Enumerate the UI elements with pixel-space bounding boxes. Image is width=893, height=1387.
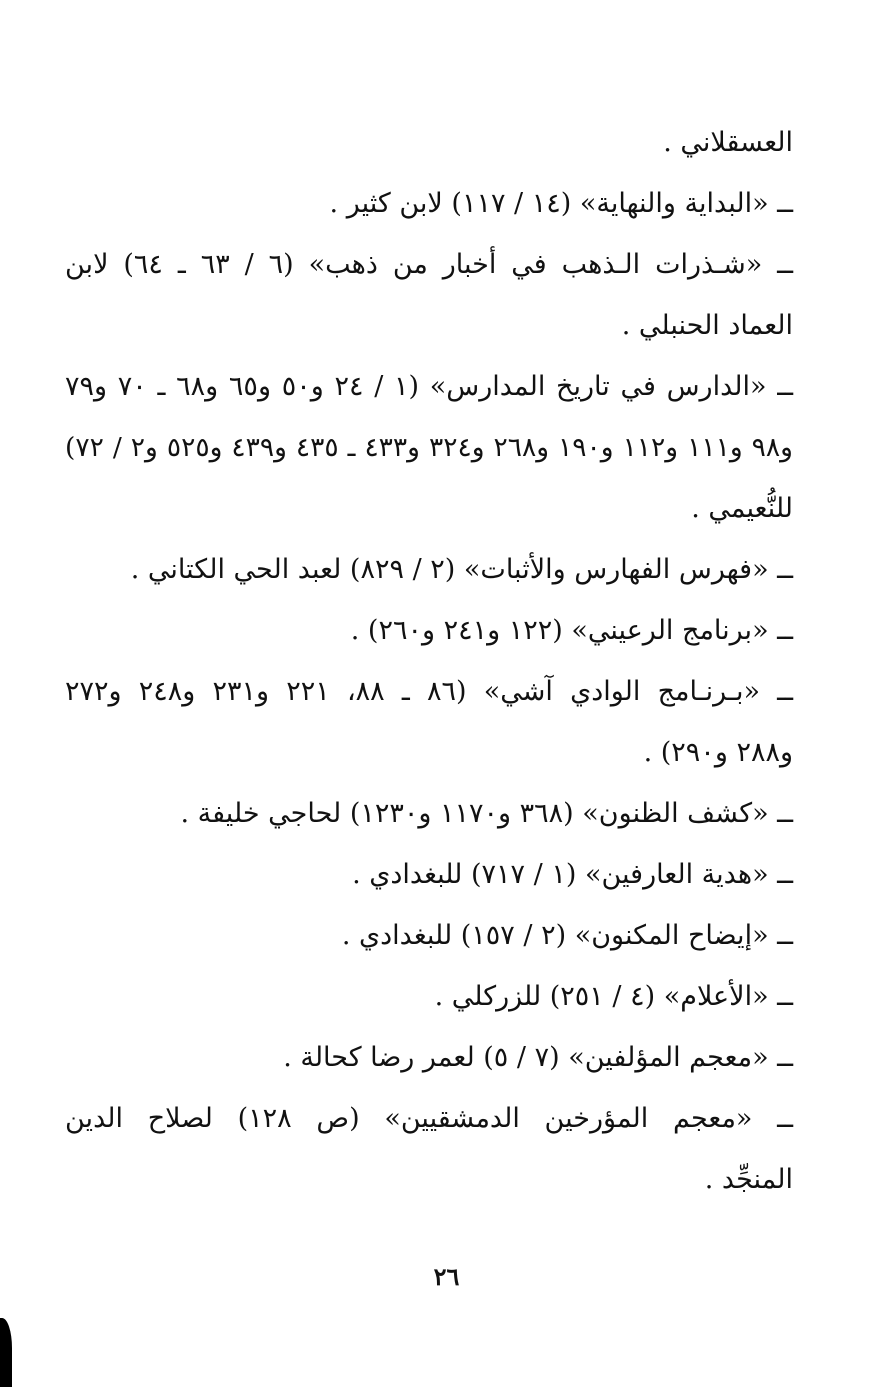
page-number: ٢٦ <box>433 1262 460 1291</box>
reference-item: ــ «شـذرات الـذهب في أخبار من ذهب» (٦ / ٦٣ ـ ٦٤) لابن <box>65 249 793 280</box>
text-line: و٢٨٨ و٢٩٠) . <box>643 737 793 768</box>
scan-binding-edge <box>0 1318 12 1387</box>
reference-item: ــ «كشف الظنون» (٣٦٨ و١١٧٠ و١٢٣٠) لحاجي خليفة . <box>180 798 793 829</box>
reference-item: ــ «بـرنـامج الوادي آشي» (٨٦ ـ ٨٨، ٢٢١ و٢٣١ و٢٤٨ و٢٧٢ <box>65 676 793 707</box>
text-line: العسقلاني . <box>663 127 793 158</box>
text-line: المنجِّد . <box>704 1164 793 1195</box>
reference-item: ــ «الأعلام» (٤ / ٢٥١) للزركلي . <box>434 981 793 1012</box>
reference-item: ــ «فهرس الفهارس والأثبات» (٢ / ٨٢٩) لعبد الحي الكتاني . <box>130 554 793 585</box>
text-line: للنُّعيمي . <box>691 493 793 524</box>
references-list <box>65 112 793 1210</box>
text-line: و٩٨ و١١١ و١١٢ و١٩٠ و٢٦٨ و٣٢٤ و٤٣٣ ـ ٤٣٥ و٤٣٩ و٥٢٥ و٢ / ٧٢) <box>65 432 793 463</box>
reference-item: ــ «هدية العارفين» (١ / ٧١٧) للبغدادي . <box>352 859 793 890</box>
reference-item: ــ «برنامج الرعيني» (١٢٢ و٢٤١ و٢٦٠) . <box>350 615 793 646</box>
reference-item: ــ «إيضاح المكنون» (٢ / ١٥٧) للبغدادي . <box>341 920 793 951</box>
reference-item: ــ «البداية والنهاية» (١٤ / ١١٧) لابن كثير . <box>329 188 793 219</box>
reference-item: ــ «الدارس في تاريخ المدارس» (١ / ٢٤ و٥٠ و٦٥ و٦٨ ـ ٧٠ و٧٩ <box>65 371 794 402</box>
reference-item: ــ «معجم المؤرخين الدمشقيين» (ص ١٢٨) لصلاح الدين <box>65 1103 793 1134</box>
text-line: العماد الحنبلي . <box>621 310 793 341</box>
reference-item: ــ «معجم المؤلفين» (٧ / ٥) لعمر رضا كحالة . <box>283 1042 793 1073</box>
